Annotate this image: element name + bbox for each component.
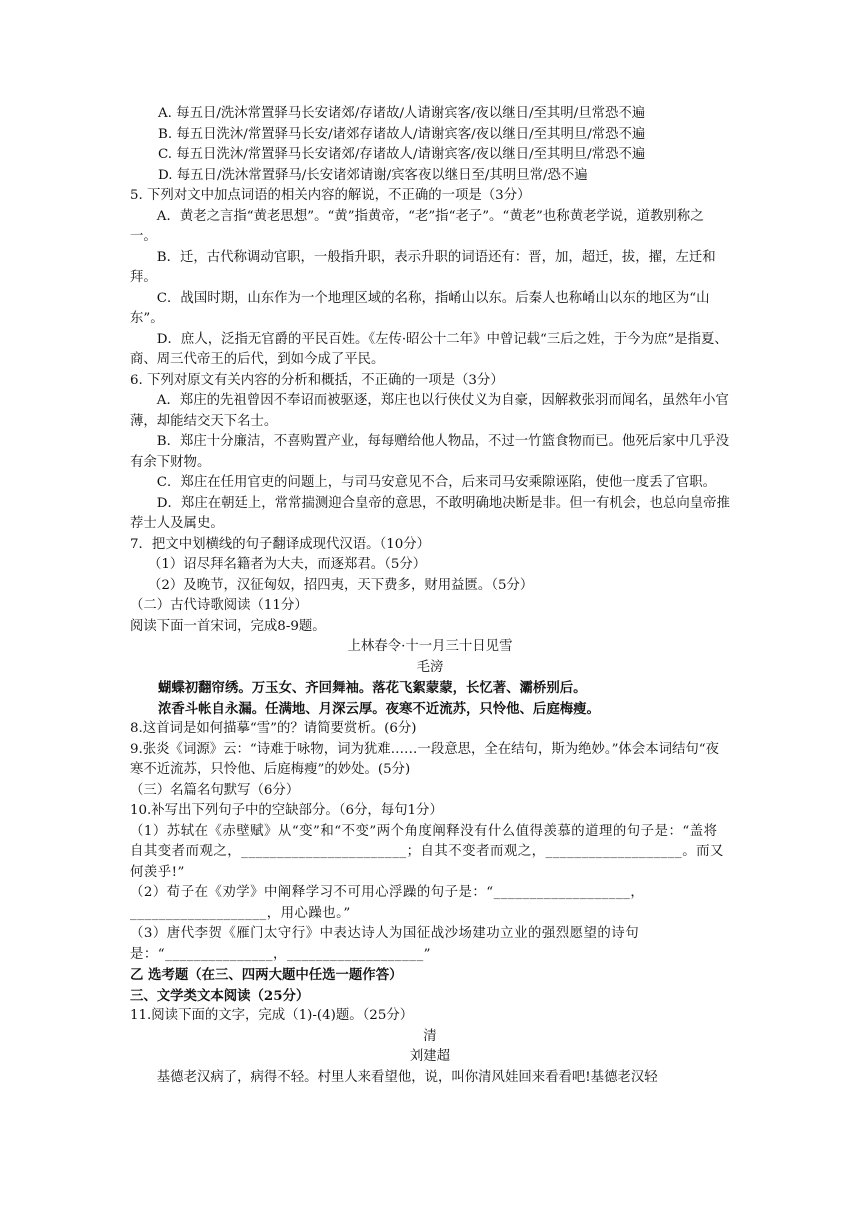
section-poetry-heading: （二）古代诗歌阅读（11分） — [130, 598, 308, 613]
q6-option-b: B．郑庄十分廉洁，不喜购置产业，每每赠给他人物品，不过一竹篮食物而已。他死后家中几乎没有余下财物。 — [130, 434, 730, 470]
part-b — [130, 965, 730, 1088]
q6-option-d: D．郑庄在朝廷上，常常揣测迎合皇帝的意思，不敢明确地决断是非。但一有机会，也总向皇帝推荐士人及属史。 — [130, 495, 730, 531]
q6-option-c: C．郑庄在任用官吏的问题上，与司马安意见不合，后来司马安乘隙诬陷，使他一度丢了官职。 — [156, 475, 717, 490]
poem-line-1: 蝴蝶初翻帘绣。万玉女、齐回舞袖。落花飞絮蒙蒙，长忆著、灞桥别后。 — [158, 680, 587, 696]
q4-option-a: A. 每五日/洗沐常置驿马长安诸郊/存诸故/人请谢宾客/夜以继日/至其明/旦常恐不遍 — [158, 106, 646, 121]
q4-options — [130, 104, 730, 186]
q5-option-a: A．黄老之言指“黄老思想”。“黄”指黄帝，“老”指“老子”。“黄老”也称黄老学说，道教别称之一。 — [130, 208, 704, 244]
story-title: 清 — [423, 1028, 437, 1044]
q4-option-d: D. 每五日/洗沐常置驿马/长安诸郊请谢/宾客夜以继日至/其明旦常/恐不遍 — [158, 167, 588, 183]
q6-option-a: A．郑庄的先祖曾因不奉诏而被驱逐，郑庄也以行侠仗义为自豪，因解救张羽而闻名，虽然年小官薄，却能结交天下名士。 — [130, 393, 729, 429]
q4-option-c: C. 每五日洗沐/常置驿马长安诸郊/存诸故人/请谢宾客/夜以继日/至其明旦/常恐不遍 — [158, 147, 646, 162]
story-author: 刘建超 — [409, 1049, 451, 1064]
dictation-item-1: （1）苏轼在《赤壁赋》从“变”和“不变”两个角度阐释没有什么值得羡慕的道理的句子是：“盖将自其变者而观之，_______________________；自其不变者而观之，___________________。而又何羡乎!” — [130, 823, 724, 880]
question-9: 9.张炎《词源》云：“诗难于咏物，词为犹难……一段意思，全在结句，斯为绝妙。”体会本词结句“夜寒不近流苏，只怜他、后庭梅瘦”的妙处。(5分) — [130, 741, 720, 777]
question-8: 8.这首词是如何描摹“雪”的？请简要赏析。(6分) — [130, 721, 417, 736]
section-poetry-intro: 阅读下面一首宋词，完成8-9题。 — [130, 618, 326, 634]
q5-option-c: C．战国时期，山东作为一个地理区域的名称，指崤山以东。后秦人也称崤山以东的地区为“山东”。 — [130, 290, 710, 326]
story-paragraph: 基德老汉病了，病得不轻。村里人来看望他，说，叫你清风娃回来看看吧!基德老汉轻 — [156, 1069, 658, 1085]
question-6 — [130, 371, 730, 535]
exam-page — [130, 104, 730, 1088]
poem-author: 毛滂 — [416, 659, 444, 675]
q5-option-b: B．迁，古代称调动官职，一般指升职，表示升职的词语还有：晋，加，超迁，拔，擢，左迁和拜。 — [130, 249, 716, 285]
question-7 — [130, 535, 730, 597]
poem-title: 上林春令·十一月三十日见雪 — [347, 639, 513, 654]
section-dictation — [130, 781, 730, 966]
question-5 — [130, 186, 730, 371]
q7-sentence-2: （2）及晚节，汉征匈奴，招四夷，天下费多，财用益匮。（5分） — [148, 577, 534, 593]
section-poetry — [130, 596, 730, 781]
q5-stem: 5. 下列对文中加点词语的相关内容的解说，不正确的一项是（3分） — [130, 188, 531, 203]
q4-option-b: B. 每五日洗沐/常置驿马长安/诸郊存诸故人/请谢宾客/夜以继日/至其明旦/常恐不遍 — [158, 126, 646, 142]
question-11: 11.阅读下面的文字，完成（1)-(4)题。（25分） — [130, 1008, 414, 1023]
part-b-heading: 乙 选考题（在三、四两大题中任选一题作答） — [130, 967, 403, 983]
literature-section-heading: 三、文学类文本阅读（25分） — [130, 987, 310, 1004]
q6-stem: 6. 下列对原文有关内容的分析和概括，不正确的一项是（3分） — [130, 372, 504, 388]
poem-line-2: 浓香斗帐自永漏。任满地、月深云厚。夜寒不近流苏，只怜他、后庭梅瘦。 — [158, 700, 600, 717]
question-10: 10.补写出下列句子中的空缺部分。（6分，每句1分） — [130, 803, 443, 818]
q7-stem: 7．把文中划横线的句子翻译成现代汉语。（10分） — [130, 536, 431, 552]
q5-option-d: D．庶人，泛指无官爵的平民百姓。《左传·昭公十二年》中曾记载“三后之姓，于今为庶”是指夏、商、周三代帝王的后代，到如今成了平民。 — [130, 331, 728, 367]
q7-sentence-1: （1）诏尽拜名籍者为大夫，而逐郑君。（5分） — [148, 557, 427, 572]
dictation-item-2: （2）荀子在《劝学》中阐释学习不可用心浮躁的句子是：“___________________，___________________，用心躁也。” — [130, 885, 645, 921]
dictation-item-3: （3）唐代李贺《雁门太守行》中表达诗人为国征战沙场建功立业的强烈愿望的诗句是：“_______________，___________________” — [130, 926, 640, 962]
section-dictation-heading: （三）名篇名句默写（6分） — [130, 782, 300, 798]
